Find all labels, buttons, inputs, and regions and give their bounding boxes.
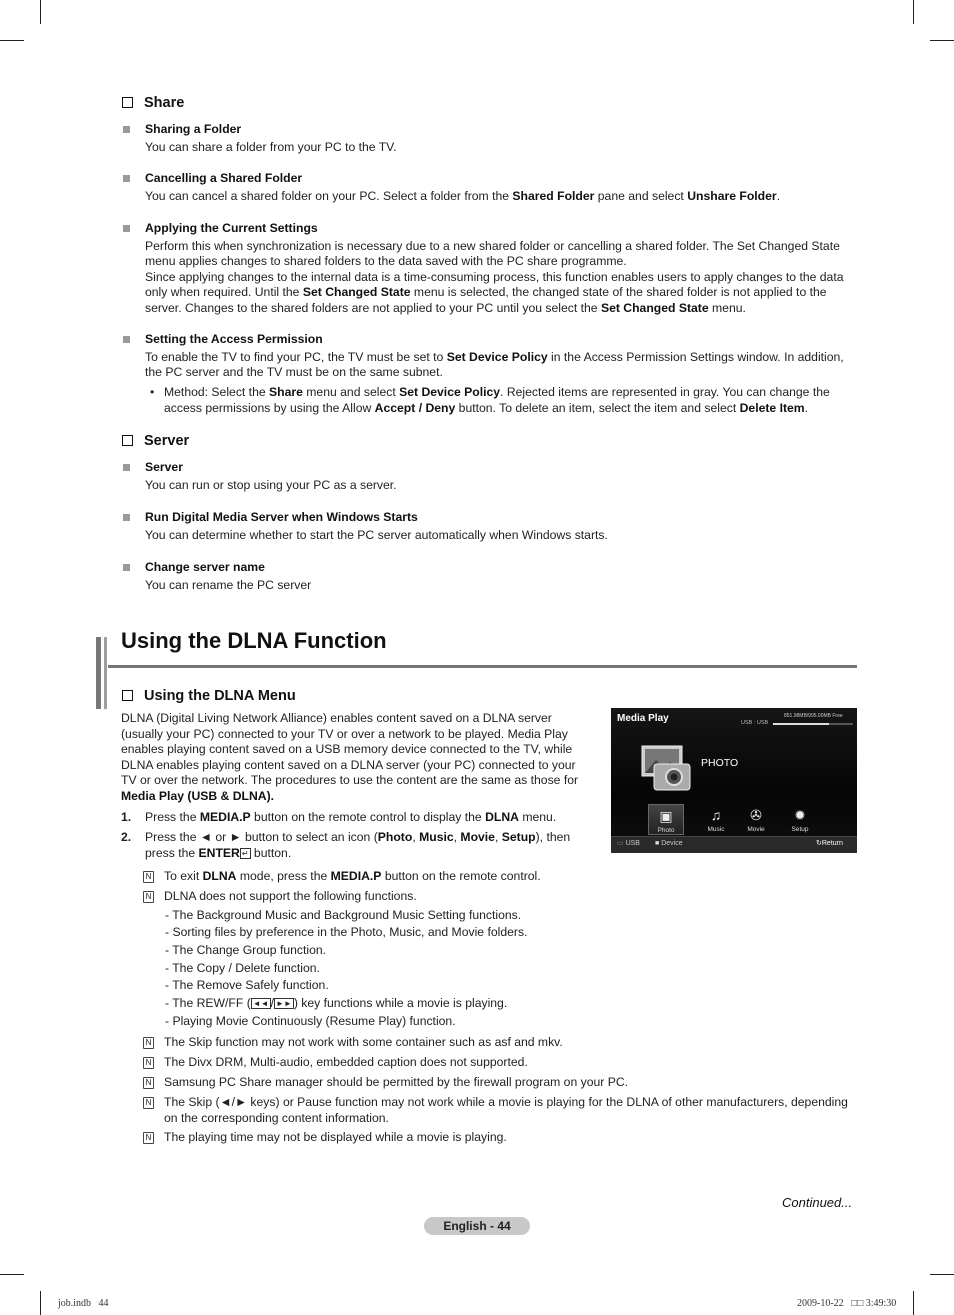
item-title: Applying the Current Settings xyxy=(145,221,318,235)
note-icon: N xyxy=(143,891,154,903)
print-timestamp: 2009-10-22 □□ 3:49:30 xyxy=(797,1298,897,1309)
storage-bar xyxy=(773,723,853,725)
device-label: USB : USB xyxy=(741,720,769,726)
tv-icon-photo[interactable]: ▣ Photo xyxy=(648,804,684,835)
server-heading: Server xyxy=(122,434,189,450)
checkbox-icon xyxy=(122,435,133,446)
movie-icon: ✇ xyxy=(750,807,762,823)
note-icon: N xyxy=(143,1132,154,1144)
note-item: N The playing time may not be displayed while a movie is playing. xyxy=(164,1130,858,1146)
usb-button[interactable]: ▭ USB xyxy=(617,840,640,847)
note-icon: N xyxy=(143,1077,154,1089)
step-1 xyxy=(121,810,595,826)
device-icon: ■ xyxy=(655,840,660,847)
tv-bottom-bar xyxy=(611,836,857,853)
note-item: N To exit DLNA mode, press the MEDIA.P button on the remote control. xyxy=(164,869,858,885)
crop-mark xyxy=(930,40,954,41)
note-icon: N xyxy=(143,1097,154,1109)
title-accent-bar xyxy=(96,637,101,709)
return-button[interactable]: ↻Return xyxy=(816,840,843,847)
square-bullet-icon xyxy=(123,564,130,571)
item-title: Setting the Access Permission xyxy=(145,332,323,346)
media-play-screenshot xyxy=(611,708,857,853)
item-body: You can run or stop using your PC as a server. xyxy=(145,477,397,492)
step-2 xyxy=(121,830,595,861)
title-accent-bar xyxy=(104,637,107,709)
unsupported-item: - Sorting files by preference in the Photo, Music, and Movie folders. xyxy=(165,925,528,939)
server-item-server xyxy=(145,460,857,493)
square-bullet-icon xyxy=(123,514,130,521)
tv-icon-movie[interactable]: ✇ Movie xyxy=(739,804,773,833)
note-item: N DLNA does not support the following functions. xyxy=(164,889,858,905)
server-item-change-name xyxy=(145,560,857,593)
crop-mark xyxy=(930,1274,954,1275)
tv-icon-setup[interactable]: ✹ Setup xyxy=(783,804,817,833)
share-item-apply-settings xyxy=(145,221,857,316)
method-bullet xyxy=(150,385,858,416)
item-body: To enable the TV to find your PC, the TV must be set to Set Device Policy in the Access Permission Settings window. In addition, the PC server and the TV must be on the same subnet. xyxy=(145,349,844,379)
step-number: 1. xyxy=(121,810,132,824)
selected-category-label: PHOTO xyxy=(701,757,739,769)
square-bullet-icon xyxy=(123,336,130,343)
server-item-run-on-start xyxy=(145,510,857,543)
continued-label: Continued... xyxy=(782,1195,853,1210)
checkbox-icon xyxy=(122,97,133,108)
crop-mark xyxy=(40,1291,41,1315)
step-number: 2. xyxy=(121,830,132,844)
storage-free-label: 851.98MB/995.00MB Free xyxy=(784,713,843,719)
item-title: Sharing a Folder xyxy=(145,122,242,136)
note-item: N The Skip (◄/► keys) or Pause function may not work while a movie is playing for the DLNA of other manufacturers, depending on the corresponding content information. xyxy=(164,1095,858,1126)
unsupported-item: - The Background Music and Background Music Setting functions. xyxy=(165,908,522,922)
square-bullet-icon xyxy=(123,126,130,133)
return-icon: ↻ xyxy=(816,840,822,847)
crop-mark xyxy=(913,0,914,24)
unsupported-item: - Playing Movie Continuously (Resume Play) function. xyxy=(165,1014,456,1028)
print-file-label: job.indb 44 xyxy=(58,1298,109,1309)
setup-icon: ✹ xyxy=(794,807,806,823)
note-item: N The Divx DRM, Multi-audio, embedded caption does not supported. xyxy=(164,1055,858,1071)
item-body: Perform this when synchronization is necessary due to a new shared folder or cancelling a shared folder. The Set Changed State menu applies changes to shared folders to the data saved with the PC share programme. Since applying changes to the internal data is a time-consuming process, this function enables users to apply changes to the data only when required. Until the Set Changed State menu is selected, the changed state of the shared folder is not applied to the server. Changes to the shared folders are not applied to your PC until you select the Set Changed State menu. xyxy=(145,238,844,315)
device-button[interactable]: ■ Device xyxy=(655,840,683,847)
page-title: Using the DLNA Function xyxy=(121,628,387,653)
note-item: N The Skip function may not work with some container such as asf and mkv. xyxy=(164,1035,858,1051)
media-play-title: Media Play xyxy=(617,713,669,724)
step-text: Press the ◄ or ► button to select an icon (Photo, Music, Movie, Setup), then press the ENTER ↵ button. xyxy=(145,830,571,860)
crop-mark xyxy=(913,1291,914,1315)
step-text: Press the MEDIA.P button on the remote control to display the DLNA menu. xyxy=(145,810,557,824)
item-body: You can cancel a shared folder on your PC. Select a folder from the Shared Folder pane and select Unshare Folder. xyxy=(145,188,781,203)
crop-mark xyxy=(0,1274,24,1275)
title-rule xyxy=(108,665,857,668)
unsupported-item: - The Remove Safely function. xyxy=(165,978,329,992)
item-title: Run Digital Media Server when Windows Starts xyxy=(145,510,418,524)
photo-icon: ▣ xyxy=(659,808,673,824)
item-body: You can rename the PC server xyxy=(145,577,312,592)
item-title: Server xyxy=(145,460,183,474)
note-item: N Samsung PC Share manager should be permitted by the firewall program on your PC. xyxy=(164,1075,858,1091)
unsupported-item: - The Change Group function. xyxy=(165,943,327,957)
crop-mark xyxy=(40,0,41,24)
tv-icon-music[interactable]: ♫ Music xyxy=(699,804,733,833)
share-item-sharing-folder xyxy=(145,122,857,155)
share-heading: Share xyxy=(122,96,184,112)
square-bullet-icon xyxy=(123,464,130,471)
dlna-menu-heading: Using the DLNA Menu xyxy=(122,689,296,705)
note-icon: N xyxy=(143,871,154,883)
unsupported-item: - The REW/FF ( ◄◄ / ►► ) key functions while a movie is playing. xyxy=(165,996,508,1010)
usb-icon: ▭ xyxy=(617,840,624,847)
unsupported-item: - The Copy / Delete function. xyxy=(165,961,320,975)
method-text: Method: Select the Share menu and select Set Device Policy. Rejected items are represented in gray. You can change the access permissions by using the Allow Accept / Deny button. To delete an item, select the item and select Delete Item. xyxy=(164,385,830,415)
share-item-cancel-folder xyxy=(145,171,857,204)
crop-mark xyxy=(0,40,24,41)
note-icon: N xyxy=(143,1057,154,1069)
checkbox-icon xyxy=(122,690,133,701)
page-number-badge: English - 44 xyxy=(424,1217,530,1235)
item-title: Cancelling a Shared Folder xyxy=(145,171,303,185)
share-item-access-permission xyxy=(145,332,857,381)
music-icon: ♫ xyxy=(710,807,722,823)
photo-category-icon xyxy=(640,744,692,792)
square-bullet-icon xyxy=(123,225,130,232)
item-body: You can determine whether to start the PC server automatically when Windows starts. xyxy=(145,527,608,542)
note-icon: N xyxy=(143,1037,154,1049)
dlna-intro: DLNA (Digital Living Network Alliance) enables content saved on a DLNA server (usually your PC) connected to your TV or over a network to be played. Media Play enables playing content saved on a USB memory device connected to the TV, while DLNA enables playing content saved on a DLNA server (your PC) connected to your TV or over the network. The procedures to use the content are the same as those for Media Play (USB & DLNA). xyxy=(121,711,579,803)
storage-bar-fill xyxy=(773,723,829,725)
item-body: You can share a folder from your PC to the TV. xyxy=(145,139,397,154)
item-title: Change server name xyxy=(145,560,265,574)
dot-bullet-icon: • xyxy=(150,385,155,399)
square-bullet-icon xyxy=(123,175,130,182)
